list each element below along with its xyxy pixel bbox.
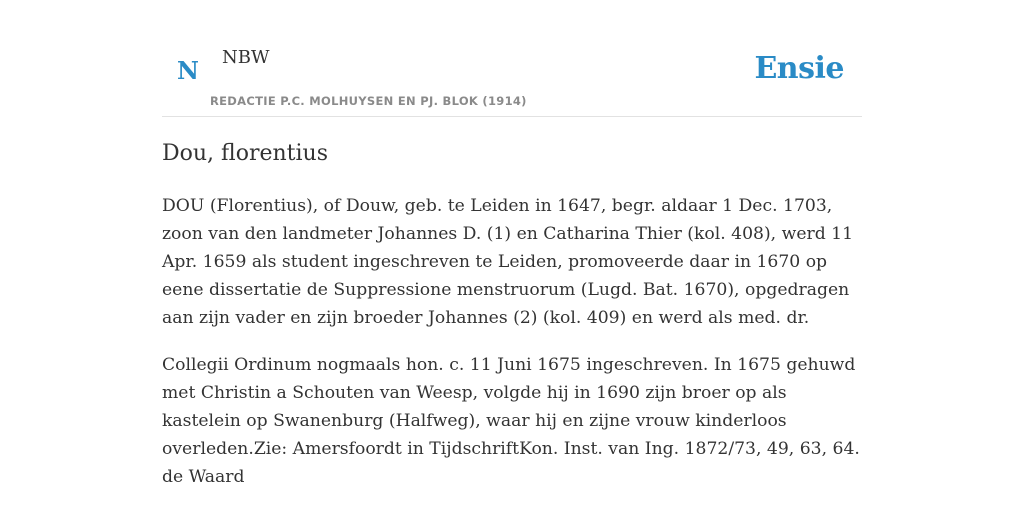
- source-subtitle: REDACTIE P.C. MOLHUYSEN EN PJ. BLOK (1914): [210, 94, 527, 108]
- entry-body: [162, 192, 862, 510]
- brand-logo-link[interactable]: Ensie: [754, 51, 844, 86]
- source-title[interactable]: NBW: [222, 47, 270, 68]
- entry-paragraph-1: DOU (Florentius), of Douw, geb. te Leiden in 1647, begr. aldaar 1 Dec. 1703, zoon van den landmeter Johannes D. (1) en Catharina Thier (kol. 408), werd 11 Apr. 1659 als student ingeschreven te Leiden, promoveerde daar in 1670 op eene dissertatie de Suppressione menstruorum (Lugd. Bat. 1670), opgedragen aan zijn vader en zijn broeder Johannes (2) (kol. 409) en werd als med. dr.: [162, 196, 854, 328]
- page-title: Dou, florentius: [162, 141, 328, 166]
- entry-paragraph-2: Collegii Ordinum nogmaals hon. c. 11 Juni 1675 ingeschreven. In 1675 gehuwd met Christin a Schouten van Weesp, volgde hij in 1690 zijn broer op als kastelein op Swanenburg (Halfweg), waar hij en zijne vrouw kinderloos overleden.Zie: Amersfoordt in TijdschriftKon. Inst. van Ing. 1872/73, 49, 63, 64. de Waard: [162, 355, 860, 487]
- source-logo-icon: N: [177, 56, 199, 85]
- source-header: [162, 0, 862, 117]
